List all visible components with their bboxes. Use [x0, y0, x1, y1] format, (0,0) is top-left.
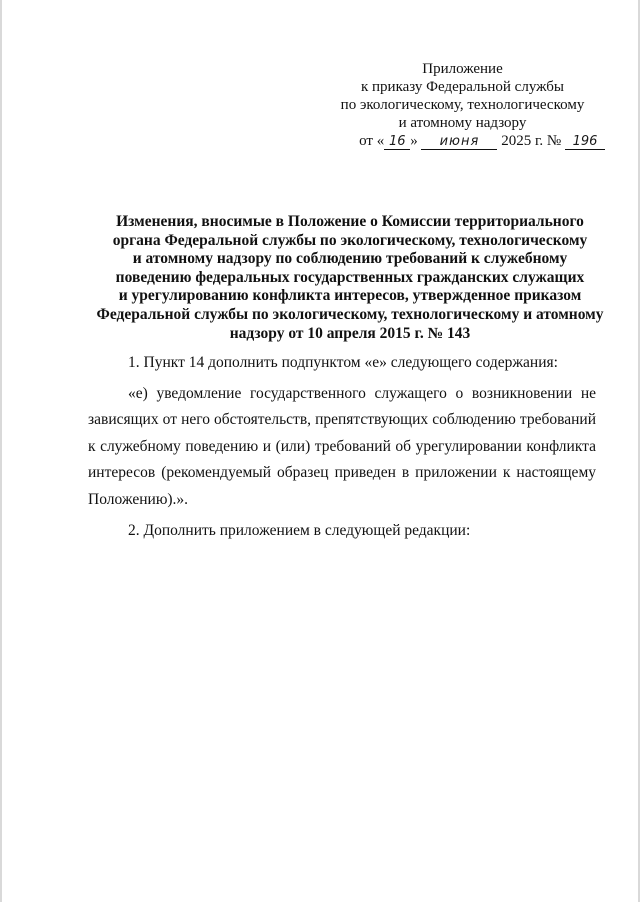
approval-agency-line-2: и атомному надзору	[398, 115, 527, 131]
title-line-3: и атомному надзору по соблюдению требований к служебному	[132, 250, 568, 268]
title-line-2: органа Федеральной службы по экологическому, технологическому	[112, 231, 588, 249]
order-date-number-line	[320, 132, 605, 150]
title-line-6: Федеральной службы по экологическому, технологическому и атомному	[96, 305, 604, 323]
paragraph-subitem-e: «е) уведомление государственного служащего о возникновении не зависящих от него обстоятельств, препятствующих соблюдению требований к служебному поведению и (или) требований об урегулировании конфликта интересов (рекомендуемый образец приведен в приложении к настоящему Положению).».	[88, 384, 596, 508]
paragraph-item-2: 2. Дополнить приложением в следующей редакции:	[128, 521, 471, 539]
order-month-handwritten: июня	[421, 134, 497, 150]
order-day-suffix: »	[410, 133, 418, 149]
order-from-prefix: от «	[359, 133, 385, 149]
document-title	[60, 213, 640, 343]
title-line-1: Изменения, вносимые в Положение о Комиссии территориального	[116, 213, 584, 230]
paragraph-item-1: 1. Пункт 14 дополнить подпунктом «е» следующего содержания:	[128, 354, 558, 371]
document-body	[88, 350, 596, 544]
approval-order-ref: к приказу Федеральной службы	[360, 79, 564, 95]
title-line-7: надзору от 10 апреля 2015 г. № 143	[229, 324, 471, 342]
order-number-handwritten: 196	[565, 134, 605, 150]
scan-edge-left	[0, 0, 2, 902]
title-line-5: и урегулированию конфликта интересов, утвержденное приказом	[118, 287, 582, 305]
order-day-handwritten: 16	[384, 134, 410, 150]
approval-heading: Приложение	[422, 61, 503, 77]
approval-block	[320, 60, 605, 150]
title-line-4: поведению федеральных государственных гражданских служащих	[115, 268, 585, 286]
order-year-text: 2025 г. №	[501, 133, 562, 149]
approval-agency-line: по экологическому, технологическому	[340, 97, 585, 113]
